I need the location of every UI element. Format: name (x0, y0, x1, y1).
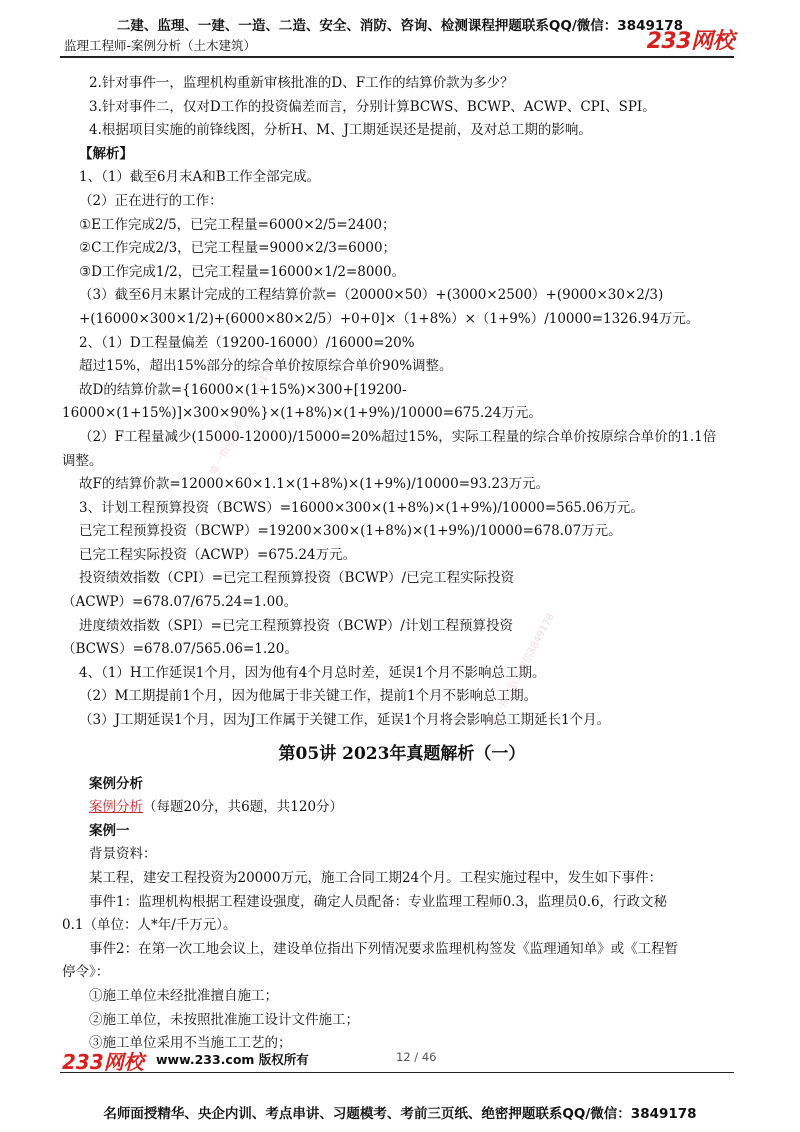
analysis-title: 【解析】 (79, 145, 133, 162)
analysis-line: 2、（1）D工程量偏差（19200-16000）/16000=20% (79, 334, 415, 351)
case-body-line: 事件2：在第一次工地会议上，建设单位指出下列情况要求监理机构签发《监理通知单》或《工程暂 (89, 940, 679, 957)
analysis-line: 已完工程实际投资（ACWP）=675.24万元。 (79, 546, 357, 563)
analysis-line: ③D工作完成1/2，已完工程量=16000×1/2=8000。 (79, 263, 406, 280)
analysis-line: （2）F工程量减少(15000-12000)/15000=20%超过15%，实际工程量的综合单价按原综合单价的1.1倍 (79, 428, 717, 445)
case-body-line: 0.1（单位：人*年/千万元）。 (62, 917, 237, 934)
footer-copyright: www.233.com 版权所有 (156, 1052, 309, 1067)
case-body-line: ③施工单位采用不当施工工艺的； (89, 1035, 292, 1052)
case-body-line: 某工程，建安工程投资为20000万元，施工合同工期24个月。工程实施过程中，发生如下事件： (89, 870, 663, 886)
analysis-line: ①E工作完成2/5，已完工程量=6000×2/5=2400； (79, 216, 396, 233)
footer-promo-line: 名师面授精华、央企内训、考点串讲、习题模考、考前三页纸、绝密押题联系QQ/微信：3849178 (103, 1106, 697, 1122)
page-content (62, 72, 742, 1056)
analysis-line: （2）M工期提前1个月，因为他属于非关键工作，提前1个月不影响总工期。 (79, 688, 538, 705)
analysis-line: 超过15%，超出15%部分的综合单价按原综合单价90%调整。 (79, 358, 453, 375)
footer-logo: 233网校 (62, 1050, 144, 1074)
analysis-line: 进度绩效指数（SPI）=已完工程预算投资（BCWP）/计划工程预算投资 (79, 617, 513, 634)
question-4: 4.根据项目实施的前锋线图，分析H、M、J工期延误还是提前，及对总工期的影响。 (89, 122, 592, 139)
case-analysis-link[interactable]: 案例分析 (89, 799, 143, 816)
footer-divider (60, 1072, 734, 1073)
analysis-line: （3）截至6月末累计完成的工程结算价款=（20000×50）+(3000×2500）+(9000×30×2/3) (79, 287, 664, 304)
document-subtitle: 监理工程师-案例分析（土木建筑） (64, 38, 257, 53)
analysis-block (62, 166, 742, 732)
analysis-line: （2）正在进行的工作： (79, 192, 223, 209)
case-body-line: 事件1：监理机构根据工程建设强度，确定人员配备：专业监理工程师0.3，监理员0.6，行政文秘 (89, 893, 668, 910)
case-body-line: 停令》： (62, 964, 110, 981)
analysis-line: 投资绩效指数（CPI）=已完工程预算投资（BCWP）/已完工程实际投资 (79, 570, 515, 587)
analysis-line: （ACWP）=678.07/675.24=1.00。 (62, 594, 298, 611)
case-body-block (62, 867, 742, 1056)
section-title: 第05讲 2023年真题解析（一） (278, 743, 526, 764)
analysis-line: +(16000×300×1/2)+(6000×80×2/5）+0+0]×（1+8%）×（1+9%）/10000=1326.94万元。 (79, 310, 700, 327)
analysis-line: 调整。 (62, 452, 103, 469)
analysis-line: 4、（1）H工作延误1个月，因为他有4个月总时差，延误1个月不影响总工期。 (79, 664, 546, 681)
case-one-heading: 案例一 (89, 822, 130, 839)
watermark: 唯一指定联系微信3849178 (488, 611, 557, 728)
analysis-line: （3）J工期延误1个月，因为J工作属于关键工作，延误1个月将会影响总工期延长1个月。 (79, 712, 611, 729)
analysis-line: 3、计划工程预算投资（BCWS）=16000×300×(1+8%)×(1+9%)/10000=565.06万元。 (79, 499, 644, 516)
site-logo: 233网校 (646, 29, 734, 54)
case-link-line (62, 796, 742, 820)
question-3: 3.针对事件二，仅对D工作的投资偏差而言，分别计算BCWS、BCWP、ACWP、CPI、SPI。 (89, 98, 656, 115)
analysis-line: 16000×(1+15%)]×300×90%}×(1+8%)×(1+9%)/10000=675.24万元。 (62, 405, 542, 422)
analysis-line: 已完工程预算投资（BCWP）=19200×300×(1+8%)×(1+9%)/10000=678.07万元。 (79, 523, 622, 540)
header-divider (60, 56, 734, 58)
analysis-line: 故D的结算价款={16000×(1+15%)×300+[19200- (79, 381, 407, 398)
case-body-line: ①施工单位未经批准擅自施工； (89, 987, 278, 1004)
background-label: 背景资料： (89, 846, 157, 863)
case-score-note: （每题20分，共6题，共120分） (143, 799, 344, 816)
case-body-line: ②施工单位，未按照批准施工设计文件施工； (89, 1011, 359, 1028)
watermark: 唯一指定联系微信3849178 (208, 361, 277, 478)
analysis-line: 故F的结算价款=12000×60×1.1×(1+8%)×(1+9%)/10000=93.23万元。 (79, 476, 550, 493)
page-number: 12 / 46 (396, 1050, 437, 1064)
header-promo-line: 二建、监理、一建、一造、二造、安全、消防、咨询、检测课程押题联系QQ/微信：3849178 (116, 18, 684, 34)
analysis-line: （BCWS）=678.07/565.06=1.20。 (62, 641, 298, 658)
analysis-line: 1、（1）截至6月末A和B工作全部完成。 (79, 169, 321, 186)
analysis-line: ②C工作完成2/3，已完工程量=9000×2/3=6000； (79, 240, 397, 257)
question-2: 2.针对事件一，监理机构重新审核批准的D、F工作的结算价款为多少？ (89, 75, 514, 91)
case-heading: 案例分析 (89, 775, 143, 792)
